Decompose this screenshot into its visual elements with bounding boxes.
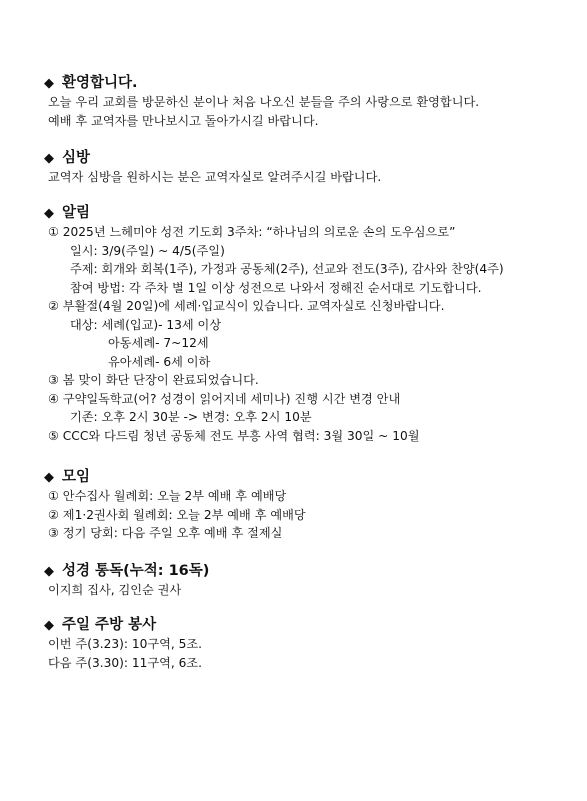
list-item-detail: 유아세례- 6세 이하 — [108, 354, 211, 369]
list-item: ② 제1·2권사회 월례회: 오늘 2부 예배 후 예배당 — [48, 507, 306, 522]
list-item-detail: 기존: 오후 2시 30분 -> 변경: 오후 2시 10분 — [70, 410, 312, 424]
section-heading — [44, 561, 564, 581]
paragraph-line: 교역자 심방을 원하시는 분은 교역자실로 알려주시길 바랍니다. — [48, 170, 382, 184]
diamond-bullet-icon: ◆ — [44, 564, 54, 579]
list-item: ① 2025년 느헤미야 성전 기도회 3주차: “하나님의 의로운 손의 도우심으로” — [48, 225, 456, 239]
section-heading — [44, 203, 564, 223]
list-item-detail: 일시: 3/9(주일) ~ 4/5(주일) — [70, 243, 225, 258]
diamond-bullet-icon: ◆ — [44, 618, 54, 633]
list-item-detail: 대상: 세례(입교)- 13세 이상 — [70, 317, 222, 332]
list-item: ③ 봄 맞이 화단 단장이 완료되었습니다. — [48, 373, 259, 387]
welcome-section — [44, 73, 564, 130]
diamond-bullet-icon: ◆ — [44, 151, 54, 166]
meetings-section — [44, 467, 564, 543]
section-heading — [44, 467, 564, 487]
list-item: ① 안수집사 월례회: 오늘 2부 예배 후 예배당 — [48, 489, 287, 503]
list-item: ③ 정기 당회: 다음 주일 오후 예배 후 절제실 — [48, 526, 283, 540]
list-item-detail: 참여 방법: 각 주차 별 1일 이상 성전으로 나와서 정해진 순서대로 기도합니다. — [70, 280, 482, 295]
bible-reading-section — [44, 561, 564, 600]
section-title: 모임 — [62, 469, 91, 485]
section-heading — [44, 615, 564, 635]
paragraph-line: 다음 주(3.30): 11구역, 6조. — [48, 655, 203, 670]
paragraph-line: 예배 후 교역자를 만나보시고 돌아가시길 바랍니다. — [48, 113, 319, 128]
diamond-bullet-icon: ◆ — [44, 206, 54, 221]
section-title: 심방 — [62, 150, 91, 166]
paragraph-line: 이번 주(3.23): 10구역, 5조. — [48, 637, 203, 651]
notice-section — [44, 203, 564, 445]
section-heading — [44, 73, 564, 93]
list-item: ⑤ CCC와 다드림 청년 공동체 전도 부흥 사역 협력: 3월 30일 ~ 10월 — [48, 428, 420, 443]
list-item-detail: 아동세례- 7~12세 — [108, 336, 209, 350]
visitation-section — [44, 148, 564, 187]
list-item: ② 부활절(4월 20일)에 세례·입교식이 있습니다. 교역자실로 신청바랍니다. — [48, 299, 445, 313]
list-item: ④ 구약일독학교(어? 성경이 읽어지네 세미나) 진행 시간 변경 안내 — [48, 391, 401, 406]
diamond-bullet-icon: ◆ — [44, 76, 54, 91]
section-title: 성경 통독(누적: 16독) — [62, 563, 210, 579]
section-title: 환영합니다. — [62, 75, 138, 91]
list-item-detail: 주제: 회개와 회복(1주), 가정과 공동체(2주), 선교와 전도(3주), 감사와 찬양(4주) — [70, 262, 504, 276]
section-title: 주일 주방 봉사 — [62, 617, 157, 633]
paragraph-line: 오늘 우리 교회를 방문하신 분이나 처음 나오신 분들을 주의 사랑으로 환영합니다. — [48, 95, 480, 109]
section-heading — [44, 148, 564, 168]
paragraph-line: 이지희 집사, 김인순 권사 — [48, 583, 182, 597]
diamond-bullet-icon: ◆ — [44, 470, 54, 485]
kitchen-service-section — [44, 615, 564, 672]
section-title: 알림 — [62, 205, 91, 221]
